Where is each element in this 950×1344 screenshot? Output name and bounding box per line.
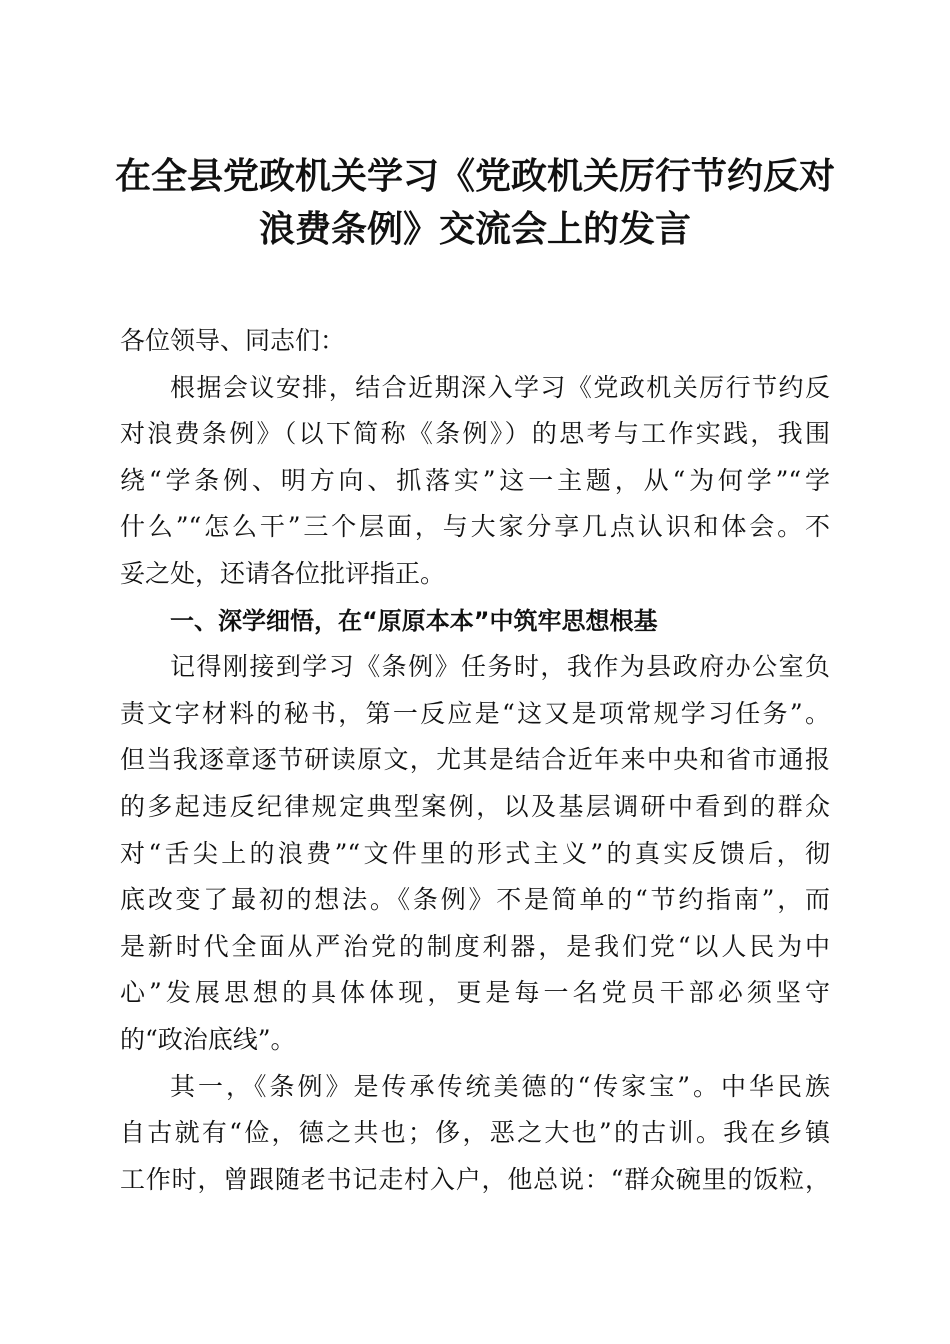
paragraph-line: 但当我逐章逐节研读原文，尤其是结合近年来中央和省市通报 bbox=[120, 745, 830, 775]
section1-paragraph-2 bbox=[120, 1064, 830, 1204]
intro-line: 对浪费条例》（以下简称《条例》）的思考与工作实践，我围 bbox=[120, 419, 830, 449]
document-body bbox=[120, 318, 830, 1203]
intro-line: 绕“学条例、明方向、抓落实”这一主题，从“为何学”“学 bbox=[120, 465, 830, 495]
intro-line: 什么”“怎么干”三个层面，与大家分享几点认识和体会。不 bbox=[120, 512, 830, 542]
document-title bbox=[100, 150, 850, 256]
paragraph-line: 记得刚接到学习《条例》任务时，我作为县政府办公室负 bbox=[170, 652, 830, 682]
paragraph-line: 责文字材料的秘书，第一反应是“这又是项常规学习任务”。 bbox=[120, 698, 830, 728]
paragraph-line: 心”发展思想的具体体现，更是每一名党员干部必须坚守 bbox=[120, 978, 830, 1008]
paragraph-line: 对“舌尖上的浪费”“文件里的形式主义”的真实反馈后，彻 bbox=[120, 838, 830, 868]
section-heading: 一、深学细悟，在“原原本本”中筑牢思想根基 bbox=[170, 606, 658, 635]
paragraph-line: 是新时代全面从严治党的制度利器，是我们党“以人民为中 bbox=[120, 931, 830, 961]
paragraph-line: 底改变了最初的想法。《条例》不是简单的“节约指南”，而 bbox=[120, 885, 830, 915]
paragraph-line: 的多起违反纪律规定典型案例，以及基层调研中看到的群众 bbox=[120, 791, 830, 821]
paragraph-line: 自古就有“俭，德之共也；侈，恶之大也”的古训。我在乡镇 bbox=[120, 1118, 830, 1148]
title-line-1: 在全县党政机关学习《党政机关厉行节约反对 bbox=[114, 156, 835, 197]
paragraph-line: 其一，《条例》是传承传统美德的“传家宝”。中华民族 bbox=[170, 1071, 830, 1101]
intro-line: 根据会议安排，结合近期深入学习《党政机关厉行节约反 bbox=[170, 372, 830, 402]
title-line-2: 浪费条例》交流会上的发言 bbox=[258, 209, 691, 250]
paragraph-line: 工作时，曾跟随老书记走村入户，他总说：“群众碗里的饭粒， bbox=[120, 1164, 830, 1194]
paragraph-line: 的“政治底线”。 bbox=[120, 1024, 296, 1054]
salutation: 各位领导、同志们： bbox=[120, 326, 346, 355]
intro-paragraph bbox=[120, 365, 830, 598]
intro-line: 妥之处，还请各位批评指正。 bbox=[120, 558, 446, 588]
section1-paragraph-1 bbox=[120, 644, 830, 1063]
